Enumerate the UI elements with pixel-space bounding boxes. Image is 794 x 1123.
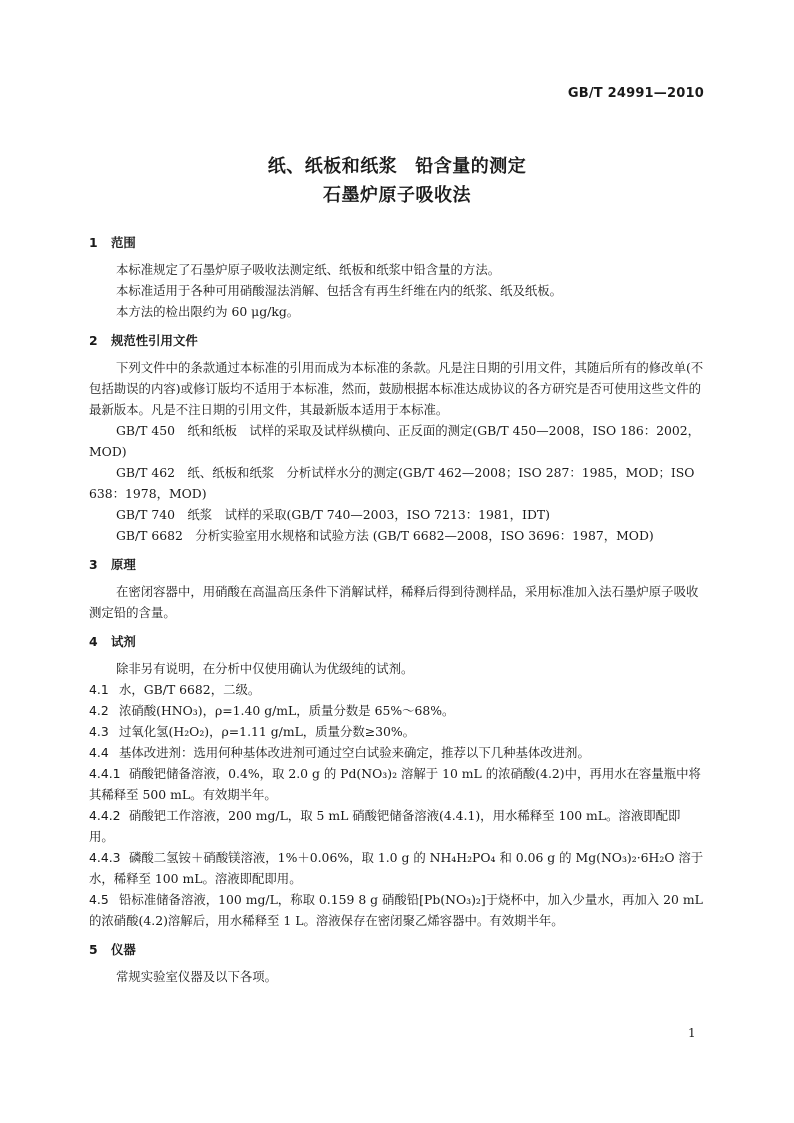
document-title	[0, 152, 794, 178]
clause: 4.4.2 硝酸钯工作溶液，200 mg/L，取 5 mL 硝酸钯储备溶液(4.4.1)，用水稀释至 100 mL。溶液即配即用。	[89, 808, 681, 844]
clause: 4.4.3 磷酸二氢铵＋硝酸镁溶液，1%＋0.06%，取 1.0 g 的 NH₄H₂PO₄ 和 0.06 g 的 Mg(NO₃)₂·6H₂O 溶于水，稀释至 100 mL。溶液即配即用。	[89, 850, 704, 886]
section-heading: 4 试剂	[89, 634, 136, 649]
clause: 4.3 过氧化氢(H₂O₂)，ρ=1.11 g/mL，质量分数≥30%。	[89, 724, 416, 739]
paragraph: 本标准规定了石墨炉原子吸收法测定纸、纸板和纸浆中铅含量的方法。	[116, 262, 501, 277]
reference-entry: GB/T 462 纸、纸板和纸浆 分析试样水分的测定(GB/T 462—2008；ISO 287：1985，MOD；ISO 638：1978，MOD)	[89, 465, 695, 501]
standard-code: GB/T 24991—2010	[567, 86, 704, 101]
document-body	[89, 232, 704, 987]
section-heading: 5 仪器	[89, 942, 136, 957]
paragraph: 本标准适用于各种可用硝酸湿法消解、包括含有再生纤维在内的纸浆、纸及纸板。	[116, 283, 563, 298]
section-heading: 1 范围	[89, 235, 136, 250]
clause: 4.5 铅标准储备溶液，100 mg/L，称取 0.159 8 g 硝酸铅[Pb(NO₃)₂]于烧杯中，加入少量水，再加入 20 mL 的浓硝酸(4.2)溶解后，用水稀释至 1 L。溶液保存在密闭聚乙烯容器中。有效期半年。	[89, 892, 703, 928]
reference-entry: GB/T 740 纸浆 试样的采取(GB/T 740—2003，ISO 7213：1981，IDT)	[116, 507, 550, 522]
page-number: 1	[688, 1026, 696, 1040]
document-subtitle: 石墨炉原子吸收法	[323, 185, 471, 206]
paragraph: 下列文件中的条款通过本标准的引用而成为本标准的条款。凡是注日期的引用文件，其随后所有的修改单(不包括勘误的内容)或修订版均不适用于本标准，然而，鼓励根据本标准达成协议的各方研究是否可使用这些文件的最新版本。凡是不注日期的引用文件，其最新版本适用于本标准。	[89, 360, 704, 417]
paragraph: 本方法的检出限约为 60 μg/kg。	[116, 304, 300, 319]
clause: 4.4.1 硝酸钯储备溶液，0.4%，取 2.0 g 的 Pd(NO₃)₂ 溶解于 10 mL 的浓硝酸(4.2)中，再用水在容量瓶中将其稀释至 500 mL。有效期半年。	[89, 766, 701, 802]
reference-entry: GB/T 6682 分析实验室用水规格和试验方法 (GB/T 6682—2008，ISO 3696：1987，MOD)	[116, 528, 654, 543]
clause: 4.4 基体改进剂：选用何种基体改进剂可通过空白试验来确定，推荐以下几种基体改进剂。	[89, 745, 590, 760]
paragraph: 除非另有说明，在分析中仅使用确认为优级纯的试剂。	[116, 661, 414, 676]
title-part-2: 铅含量的测定	[415, 156, 527, 177]
title-part-1: 纸、纸板和纸浆	[267, 156, 398, 177]
paragraph: 常规实验室仪器及以下各项。	[116, 969, 278, 984]
section-heading: 3 原理	[89, 557, 136, 572]
clause: 4.2 浓硝酸(HNO₃)，ρ=1.40 g/mL，质量分数是 65%～68%。	[89, 703, 455, 718]
reference-entry: GB/T 450 纸和纸板 试样的采取及试样纵横向、正反面的测定(GB/T 450—2008，ISO 186：2002，MOD)	[89, 423, 701, 459]
section-heading: 2 规范性引用文件	[89, 333, 198, 348]
clause: 4.1 水，GB/T 6682，二级。	[89, 682, 261, 697]
paragraph: 在密闭容器中，用硝酸在高温高压条件下消解试样，稀释后得到待测样品，采用标准加入法石墨炉原子吸收测定铅的含量。	[89, 584, 699, 620]
